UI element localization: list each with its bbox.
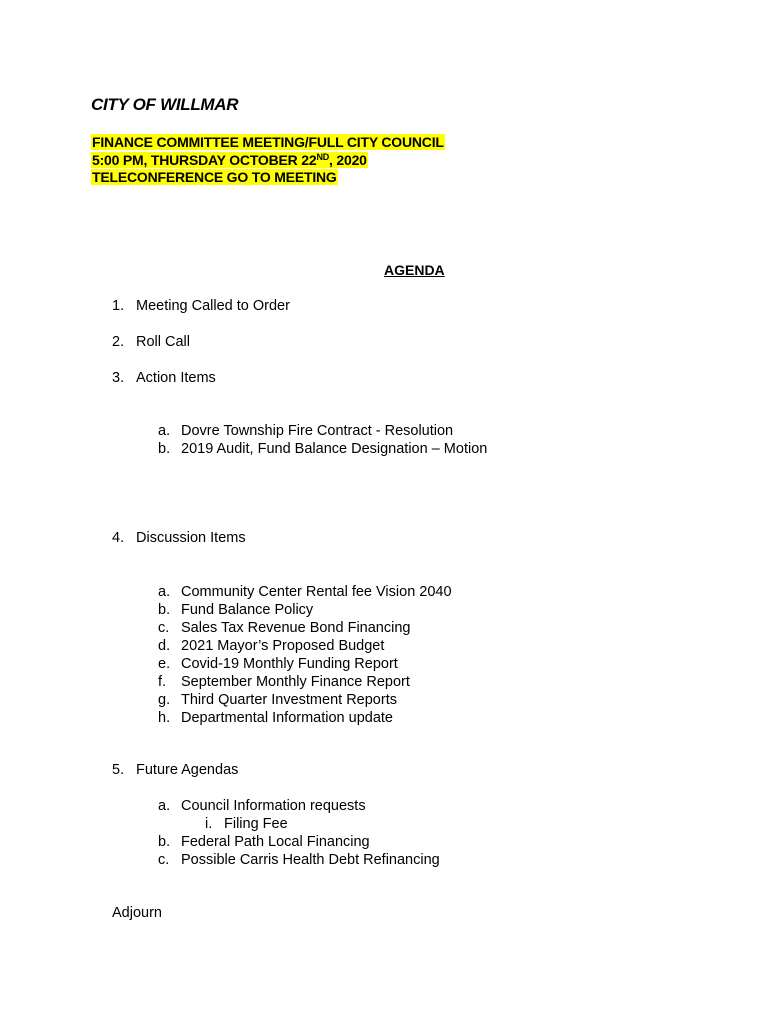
item-letter: d.: [158, 638, 171, 654]
item-text: Council Information requests: [181, 798, 366, 814]
item-text: 2019 Audit, Fund Balance Designation – Motion: [181, 441, 488, 457]
item-letter: f.: [158, 674, 167, 690]
item-number: 3.: [112, 370, 125, 386]
item-letter: c.: [158, 620, 170, 636]
item-letter: h.: [158, 710, 171, 726]
agenda-heading: AGENDA: [384, 262, 445, 278]
list-item: [158, 583, 452, 601]
city-title: CITY OF WILLMAR: [91, 95, 239, 114]
item-text: Third Quarter Investment Reports: [181, 692, 397, 708]
item-text: Covid-19 Monthly Funding Report: [181, 656, 398, 672]
agenda-item-4: [112, 529, 246, 547]
meeting-time: [91, 152, 368, 168]
item-text: Future Agendas: [136, 762, 239, 778]
agenda-item-5: [112, 761, 238, 779]
adjourn-label: Adjourn: [112, 905, 162, 921]
item-letter: b.: [158, 602, 171, 618]
item-text: Sales Tax Revenue Bond Financing: [181, 620, 411, 636]
item-roman: i.: [205, 816, 213, 832]
item-letter: a.: [158, 584, 171, 600]
meeting-time-main: 5:00 PM, THURSDAY OCTOBER 22: [92, 151, 317, 168]
meeting-title-line: [91, 134, 445, 152]
item-number: 1.: [112, 298, 125, 314]
list-item: [158, 673, 452, 691]
list-item: [158, 709, 452, 727]
item-text: Dovre Township Fire Contract - Resolution: [181, 423, 454, 439]
item-letter: g.: [158, 692, 171, 708]
list-item: [158, 422, 487, 440]
future-agendas-list: [158, 797, 440, 869]
agenda-item-1: [112, 297, 290, 315]
list-item: [158, 815, 440, 833]
item-text: Possible Carris Health Debt Refinancing: [181, 852, 440, 868]
list-item: [158, 655, 452, 673]
item-text: September Monthly Finance Report: [181, 674, 410, 690]
meeting-year: , 2020: [329, 151, 367, 168]
item-text: Community Center Rental fee Vision 2040: [181, 584, 452, 600]
list-item: [158, 637, 452, 655]
item-number: 4.: [112, 530, 125, 546]
action-items-list: [158, 422, 487, 458]
ordinal-suffix: ND: [316, 151, 330, 162]
list-item: [158, 851, 440, 869]
item-letter: b.: [158, 441, 171, 457]
item-letter: a.: [158, 798, 171, 814]
item-letter: b.: [158, 834, 171, 850]
item-letter: c.: [158, 852, 170, 868]
item-text: Meeting Called to Order: [136, 298, 290, 314]
list-item: [158, 619, 452, 637]
item-letter: a.: [158, 423, 171, 439]
list-item: [158, 601, 452, 619]
meeting-info: [91, 134, 445, 187]
item-text: Departmental Information update: [181, 710, 393, 726]
item-text: Discussion Items: [136, 530, 246, 546]
meeting-title: FINANCE COMMITTEE MEETING/FULL CITY COUNCIL: [92, 134, 444, 150]
list-item: [158, 691, 452, 709]
meeting-location-line: [91, 169, 338, 187]
item-text: Filing Fee: [224, 816, 288, 832]
agenda-item-3: [112, 369, 216, 387]
agenda-item-2: [112, 333, 190, 351]
item-text: Roll Call: [136, 334, 190, 350]
item-text: Action Items: [136, 370, 216, 386]
item-number: 2.: [112, 334, 125, 350]
item-letter: e.: [158, 656, 171, 672]
item-text: Fund Balance Policy: [181, 602, 314, 618]
item-text: Federal Path Local Financing: [181, 834, 370, 850]
item-text: 2021 Mayor’s Proposed Budget: [181, 638, 385, 654]
meeting-location: TELECONFERENCE GO TO MEETING: [92, 169, 337, 185]
item-number: 5.: [112, 762, 125, 778]
meeting-time-line: [91, 152, 368, 170]
list-item: [158, 797, 440, 815]
list-item: [158, 833, 440, 851]
discussion-items-list: [158, 583, 452, 727]
list-item: [158, 440, 487, 458]
